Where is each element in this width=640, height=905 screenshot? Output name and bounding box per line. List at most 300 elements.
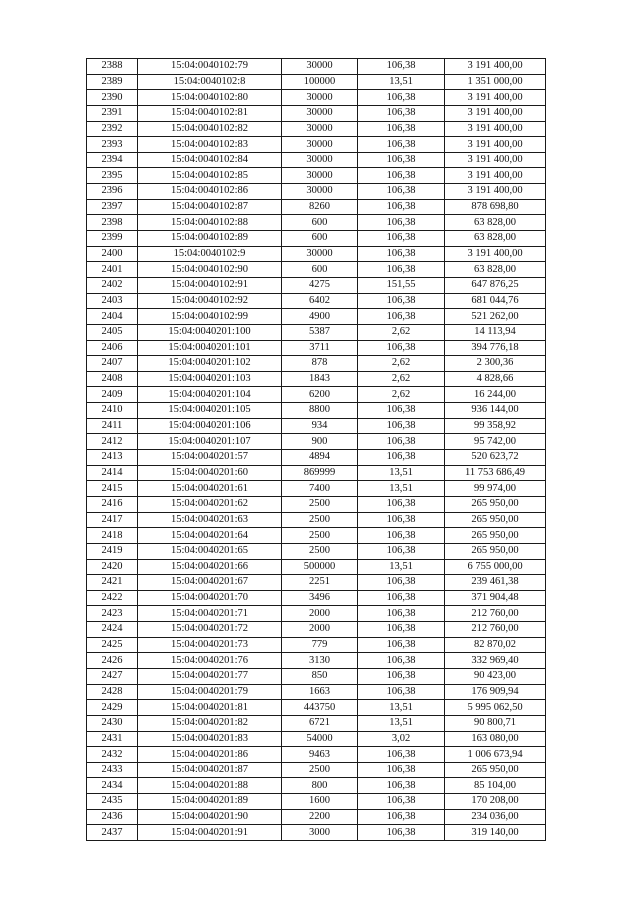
- cadastral-number-cell: 15:04:0040201:76: [138, 653, 282, 669]
- value-cell: 3 191 400,00: [445, 121, 546, 137]
- rate-cell: 106,38: [358, 168, 445, 184]
- area-cell: 2500: [282, 496, 358, 512]
- row-number-cell: 2392: [87, 121, 138, 137]
- table-row: [87, 512, 546, 528]
- cadastral-number-cell: 15:04:0040201:61: [138, 481, 282, 497]
- row-number-cell: 2415: [87, 481, 138, 497]
- rate-cell: 106,38: [358, 90, 445, 106]
- value-cell: 319 140,00: [445, 825, 546, 841]
- value-cell: 3 191 400,00: [445, 59, 546, 75]
- cadastral-number-cell: 15:04:0040102:80: [138, 90, 282, 106]
- cadastral-number-cell: 15:04:0040201:83: [138, 731, 282, 747]
- cadastral-number-cell: 15:04:0040201:77: [138, 668, 282, 684]
- rate-cell: 106,38: [358, 496, 445, 512]
- value-cell: 3 191 400,00: [445, 246, 546, 262]
- row-number-cell: 2437: [87, 825, 138, 841]
- rate-cell: 106,38: [358, 246, 445, 262]
- table-row: [87, 637, 546, 653]
- cadastral-number-cell: 15:04:0040201:70: [138, 590, 282, 606]
- row-number-cell: 2401: [87, 262, 138, 278]
- rate-cell: 106,38: [358, 653, 445, 669]
- value-cell: 176 909,94: [445, 684, 546, 700]
- rate-cell: 106,38: [358, 137, 445, 153]
- cadastral-number-cell: 15:04:0040201:73: [138, 637, 282, 653]
- rate-cell: 2,62: [358, 371, 445, 387]
- table-row: [87, 543, 546, 559]
- rate-cell: 106,38: [358, 512, 445, 528]
- row-number-cell: 2431: [87, 731, 138, 747]
- table-row: [87, 105, 546, 121]
- value-cell: 878 698,80: [445, 199, 546, 215]
- row-number-cell: 2417: [87, 512, 138, 528]
- value-cell: 82 870,02: [445, 637, 546, 653]
- cadastral-number-cell: 15:04:0040201:105: [138, 403, 282, 419]
- value-cell: 234 036,00: [445, 809, 546, 825]
- area-cell: 934: [282, 418, 358, 434]
- area-cell: 7400: [282, 481, 358, 497]
- table-row: [87, 762, 546, 778]
- value-cell: 239 461,38: [445, 575, 546, 591]
- value-cell: 520 623,72: [445, 450, 546, 466]
- table-body: [87, 59, 546, 841]
- area-cell: 8260: [282, 199, 358, 215]
- area-cell: 5387: [282, 324, 358, 340]
- table-row: [87, 309, 546, 325]
- table-row: [87, 59, 546, 75]
- value-cell: 3 191 400,00: [445, 184, 546, 200]
- cadastral-number-cell: 15:04:0040102:89: [138, 231, 282, 247]
- area-cell: 869999: [282, 465, 358, 481]
- table-row: [87, 371, 546, 387]
- rate-cell: 106,38: [358, 684, 445, 700]
- row-number-cell: 2393: [87, 137, 138, 153]
- table-row: [87, 590, 546, 606]
- value-cell: 3 191 400,00: [445, 152, 546, 168]
- cadastral-number-cell: 15:04:0040201:63: [138, 512, 282, 528]
- row-number-cell: 2405: [87, 324, 138, 340]
- rate-cell: 106,38: [358, 199, 445, 215]
- table-row: [87, 293, 546, 309]
- cadastral-number-cell: 15:04:0040201:106: [138, 418, 282, 434]
- table-row: [87, 356, 546, 372]
- row-number-cell: 2395: [87, 168, 138, 184]
- rate-cell: 106,38: [358, 152, 445, 168]
- table-row: [87, 809, 546, 825]
- rate-cell: 106,38: [358, 528, 445, 544]
- value-cell: 16 244,00: [445, 387, 546, 403]
- area-cell: 850: [282, 668, 358, 684]
- row-number-cell: 2403: [87, 293, 138, 309]
- rate-cell: 13,51: [358, 465, 445, 481]
- cadastral-number-cell: 15:04:0040201:104: [138, 387, 282, 403]
- area-cell: 2000: [282, 606, 358, 622]
- land-plot-table: [86, 58, 546, 841]
- row-number-cell: 2388: [87, 59, 138, 75]
- cadastral-number-cell: 15:04:0040201:64: [138, 528, 282, 544]
- table-row: [87, 700, 546, 716]
- cadastral-number-cell: 15:04:0040201:102: [138, 356, 282, 372]
- row-number-cell: 2390: [87, 90, 138, 106]
- table-row: [87, 778, 546, 794]
- table-row: [87, 324, 546, 340]
- area-cell: 30000: [282, 152, 358, 168]
- row-number-cell: 2399: [87, 231, 138, 247]
- rate-cell: 106,38: [358, 309, 445, 325]
- row-number-cell: 2411: [87, 418, 138, 434]
- cadastral-number-cell: 15:04:0040201:100: [138, 324, 282, 340]
- cadastral-number-cell: 15:04:0040102:90: [138, 262, 282, 278]
- table-row: [87, 715, 546, 731]
- value-cell: 1 351 000,00: [445, 74, 546, 90]
- cadastral-number-cell: 15:04:0040201:71: [138, 606, 282, 622]
- table-row: [87, 403, 546, 419]
- value-cell: 2 300,36: [445, 356, 546, 372]
- table-row: [87, 90, 546, 106]
- table-row: [87, 277, 546, 293]
- rate-cell: 106,38: [358, 231, 445, 247]
- value-cell: 265 950,00: [445, 512, 546, 528]
- rate-cell: 106,38: [358, 293, 445, 309]
- table-row: [87, 387, 546, 403]
- rate-cell: 106,38: [358, 794, 445, 810]
- row-number-cell: 2410: [87, 403, 138, 419]
- table-row: [87, 747, 546, 763]
- row-number-cell: 2416: [87, 496, 138, 512]
- row-number-cell: 2419: [87, 543, 138, 559]
- row-number-cell: 2389: [87, 74, 138, 90]
- row-number-cell: 2398: [87, 215, 138, 231]
- rate-cell: 106,38: [358, 184, 445, 200]
- rate-cell: 106,38: [358, 809, 445, 825]
- table-row: [87, 496, 546, 512]
- area-cell: 2500: [282, 528, 358, 544]
- cadastral-number-cell: 15:04:0040102:99: [138, 309, 282, 325]
- rate-cell: 13,51: [358, 74, 445, 90]
- value-cell: 332 969,40: [445, 653, 546, 669]
- area-cell: 3000: [282, 825, 358, 841]
- area-cell: 600: [282, 215, 358, 231]
- area-cell: 30000: [282, 121, 358, 137]
- table-row: [87, 606, 546, 622]
- value-cell: 90 423,00: [445, 668, 546, 684]
- value-cell: 371 904,48: [445, 590, 546, 606]
- row-number-cell: 2429: [87, 700, 138, 716]
- table-row: [87, 121, 546, 137]
- rate-cell: 106,38: [358, 825, 445, 841]
- cadastral-number-cell: 15:04:0040102:83: [138, 137, 282, 153]
- area-cell: 500000: [282, 559, 358, 575]
- row-number-cell: 2428: [87, 684, 138, 700]
- cadastral-number-cell: 15:04:0040102:92: [138, 293, 282, 309]
- area-cell: 4894: [282, 450, 358, 466]
- area-cell: 30000: [282, 168, 358, 184]
- table-row: [87, 418, 546, 434]
- rate-cell: 13,51: [358, 715, 445, 731]
- rate-cell: 106,38: [358, 262, 445, 278]
- cadastral-number-cell: 15:04:0040201:90: [138, 809, 282, 825]
- value-cell: 4 828,66: [445, 371, 546, 387]
- area-cell: 30000: [282, 137, 358, 153]
- area-cell: 2500: [282, 762, 358, 778]
- value-cell: 99 358,92: [445, 418, 546, 434]
- cadastral-number-cell: 15:04:0040102:85: [138, 168, 282, 184]
- table-row: [87, 74, 546, 90]
- row-number-cell: 2409: [87, 387, 138, 403]
- value-cell: 265 950,00: [445, 762, 546, 778]
- cadastral-number-cell: 15:04:0040201:89: [138, 794, 282, 810]
- cadastral-number-cell: 15:04:0040102:91: [138, 277, 282, 293]
- area-cell: 30000: [282, 246, 358, 262]
- area-cell: 800: [282, 778, 358, 794]
- table-row: [87, 231, 546, 247]
- area-cell: 8800: [282, 403, 358, 419]
- row-number-cell: 2436: [87, 809, 138, 825]
- value-cell: 394 776,18: [445, 340, 546, 356]
- value-cell: 63 828,00: [445, 231, 546, 247]
- table-row: [87, 559, 546, 575]
- row-number-cell: 2413: [87, 450, 138, 466]
- table-row: [87, 684, 546, 700]
- table-row: [87, 731, 546, 747]
- value-cell: 521 262,00: [445, 309, 546, 325]
- area-cell: 443750: [282, 700, 358, 716]
- value-cell: 99 974,00: [445, 481, 546, 497]
- row-number-cell: 2432: [87, 747, 138, 763]
- rate-cell: 13,51: [358, 481, 445, 497]
- rate-cell: 106,38: [358, 668, 445, 684]
- area-cell: 3711: [282, 340, 358, 356]
- cadastral-number-cell: 15:04:0040201:107: [138, 434, 282, 450]
- cadastral-number-cell: 15:04:0040102:8: [138, 74, 282, 90]
- area-cell: 1663: [282, 684, 358, 700]
- area-cell: 9463: [282, 747, 358, 763]
- value-cell: 681 044,76: [445, 293, 546, 309]
- row-number-cell: 2400: [87, 246, 138, 262]
- value-cell: 3 191 400,00: [445, 105, 546, 121]
- area-cell: 54000: [282, 731, 358, 747]
- rate-cell: 106,38: [358, 340, 445, 356]
- row-number-cell: 2406: [87, 340, 138, 356]
- rate-cell: 3,02: [358, 731, 445, 747]
- area-cell: 2200: [282, 809, 358, 825]
- table-row: [87, 199, 546, 215]
- rate-cell: 106,38: [358, 59, 445, 75]
- cadastral-number-cell: 15:04:0040102:84: [138, 152, 282, 168]
- cadastral-number-cell: 15:04:0040102:82: [138, 121, 282, 137]
- cadastral-number-cell: 15:04:0040201:79: [138, 684, 282, 700]
- rate-cell: 106,38: [358, 215, 445, 231]
- value-cell: 11 753 686,49: [445, 465, 546, 481]
- row-number-cell: 2420: [87, 559, 138, 575]
- table-row: [87, 528, 546, 544]
- area-cell: 6721: [282, 715, 358, 731]
- row-number-cell: 2404: [87, 309, 138, 325]
- rate-cell: 106,38: [358, 778, 445, 794]
- table-row: [87, 168, 546, 184]
- value-cell: 63 828,00: [445, 215, 546, 231]
- value-cell: 1 006 673,94: [445, 747, 546, 763]
- table-row: [87, 215, 546, 231]
- row-number-cell: 2408: [87, 371, 138, 387]
- value-cell: 85 104,00: [445, 778, 546, 794]
- row-number-cell: 2418: [87, 528, 138, 544]
- table-row: [87, 465, 546, 481]
- cadastral-number-cell: 15:04:0040201:86: [138, 747, 282, 763]
- cadastral-number-cell: 15:04:0040201:103: [138, 371, 282, 387]
- value-cell: 14 113,94: [445, 324, 546, 340]
- table-row: [87, 575, 546, 591]
- cadastral-number-cell: 15:04:0040102:79: [138, 59, 282, 75]
- rate-cell: 106,38: [358, 450, 445, 466]
- row-number-cell: 2396: [87, 184, 138, 200]
- area-cell: 4275: [282, 277, 358, 293]
- row-number-cell: 2394: [87, 152, 138, 168]
- value-cell: 3 191 400,00: [445, 90, 546, 106]
- value-cell: 6 755 000,00: [445, 559, 546, 575]
- cadastral-number-cell: 15:04:0040201:60: [138, 465, 282, 481]
- rate-cell: 106,38: [358, 121, 445, 137]
- cadastral-number-cell: 15:04:0040201:67: [138, 575, 282, 591]
- cadastral-number-cell: 15:04:0040201:91: [138, 825, 282, 841]
- table-row: [87, 340, 546, 356]
- rate-cell: 13,51: [358, 559, 445, 575]
- area-cell: 2500: [282, 512, 358, 528]
- area-cell: 2500: [282, 543, 358, 559]
- area-cell: 3496: [282, 590, 358, 606]
- value-cell: 212 760,00: [445, 622, 546, 638]
- area-cell: 600: [282, 262, 358, 278]
- row-number-cell: 2424: [87, 622, 138, 638]
- table-row: [87, 481, 546, 497]
- area-cell: 4900: [282, 309, 358, 325]
- rate-cell: 106,38: [358, 590, 445, 606]
- row-number-cell: 2414: [87, 465, 138, 481]
- row-number-cell: 2397: [87, 199, 138, 215]
- row-number-cell: 2435: [87, 794, 138, 810]
- area-cell: 1600: [282, 794, 358, 810]
- area-cell: 30000: [282, 105, 358, 121]
- cadastral-number-cell: 15:04:0040102:87: [138, 199, 282, 215]
- row-number-cell: 2402: [87, 277, 138, 293]
- rate-cell: 106,38: [358, 637, 445, 653]
- row-number-cell: 2425: [87, 637, 138, 653]
- area-cell: 2251: [282, 575, 358, 591]
- area-cell: 2000: [282, 622, 358, 638]
- area-cell: 878: [282, 356, 358, 372]
- row-number-cell: 2422: [87, 590, 138, 606]
- value-cell: 95 742,00: [445, 434, 546, 450]
- value-cell: 170 208,00: [445, 794, 546, 810]
- area-cell: 779: [282, 637, 358, 653]
- table-row: [87, 794, 546, 810]
- row-number-cell: 2407: [87, 356, 138, 372]
- table-row: [87, 246, 546, 262]
- row-number-cell: 2412: [87, 434, 138, 450]
- value-cell: 3 191 400,00: [445, 168, 546, 184]
- area-cell: 30000: [282, 184, 358, 200]
- table-row: [87, 825, 546, 841]
- cadastral-number-cell: 15:04:0040201:88: [138, 778, 282, 794]
- rate-cell: 106,38: [358, 575, 445, 591]
- row-number-cell: 2427: [87, 668, 138, 684]
- area-cell: 30000: [282, 59, 358, 75]
- value-cell: 163 080,00: [445, 731, 546, 747]
- cadastral-number-cell: 15:04:0040201:57: [138, 450, 282, 466]
- table-row: [87, 262, 546, 278]
- value-cell: 5 995 062,50: [445, 700, 546, 716]
- rate-cell: 106,38: [358, 606, 445, 622]
- value-cell: 265 950,00: [445, 543, 546, 559]
- rate-cell: 106,38: [358, 403, 445, 419]
- area-cell: 900: [282, 434, 358, 450]
- row-number-cell: 2423: [87, 606, 138, 622]
- value-cell: 936 144,00: [445, 403, 546, 419]
- cadastral-number-cell: 15:04:0040201:72: [138, 622, 282, 638]
- area-cell: 6402: [282, 293, 358, 309]
- rate-cell: 106,38: [358, 747, 445, 763]
- cadastral-number-cell: 15:04:0040102:9: [138, 246, 282, 262]
- value-cell: 265 950,00: [445, 496, 546, 512]
- table-row: [87, 137, 546, 153]
- area-cell: 30000: [282, 90, 358, 106]
- cadastral-number-cell: 15:04:0040201:87: [138, 762, 282, 778]
- cadastral-number-cell: 15:04:0040102:81: [138, 105, 282, 121]
- rate-cell: 106,38: [358, 543, 445, 559]
- cadastral-number-cell: 15:04:0040102:88: [138, 215, 282, 231]
- row-number-cell: 2391: [87, 105, 138, 121]
- cadastral-number-cell: 15:04:0040201:82: [138, 715, 282, 731]
- value-cell: 3 191 400,00: [445, 137, 546, 153]
- rate-cell: 106,38: [358, 762, 445, 778]
- value-cell: 647 876,25: [445, 277, 546, 293]
- row-number-cell: 2433: [87, 762, 138, 778]
- rate-cell: 2,62: [358, 356, 445, 372]
- rate-cell: 2,62: [358, 387, 445, 403]
- table-row: [87, 622, 546, 638]
- cadastral-number-cell: 15:04:0040201:66: [138, 559, 282, 575]
- area-cell: 3130: [282, 653, 358, 669]
- row-number-cell: 2421: [87, 575, 138, 591]
- area-cell: 100000: [282, 74, 358, 90]
- cadastral-number-cell: 15:04:0040102:86: [138, 184, 282, 200]
- row-number-cell: 2430: [87, 715, 138, 731]
- rate-cell: 13,51: [358, 700, 445, 716]
- cadastral-number-cell: 15:04:0040201:62: [138, 496, 282, 512]
- rate-cell: 106,38: [358, 622, 445, 638]
- table-row: [87, 434, 546, 450]
- table-row: [87, 184, 546, 200]
- rate-cell: 2,62: [358, 324, 445, 340]
- value-cell: 212 760,00: [445, 606, 546, 622]
- value-cell: 63 828,00: [445, 262, 546, 278]
- cadastral-number-cell: 15:04:0040201:81: [138, 700, 282, 716]
- rate-cell: 106,38: [358, 418, 445, 434]
- table-row: [87, 653, 546, 669]
- table-row: [87, 450, 546, 466]
- rate-cell: 106,38: [358, 105, 445, 121]
- cadastral-number-cell: 15:04:0040201:65: [138, 543, 282, 559]
- row-number-cell: 2434: [87, 778, 138, 794]
- rate-cell: 106,38: [358, 434, 445, 450]
- area-cell: 1843: [282, 371, 358, 387]
- row-number-cell: 2426: [87, 653, 138, 669]
- value-cell: 265 950,00: [445, 528, 546, 544]
- table-row: [87, 668, 546, 684]
- area-cell: 600: [282, 231, 358, 247]
- cadastral-number-cell: 15:04:0040201:101: [138, 340, 282, 356]
- value-cell: 90 800,71: [445, 715, 546, 731]
- table-row: [87, 152, 546, 168]
